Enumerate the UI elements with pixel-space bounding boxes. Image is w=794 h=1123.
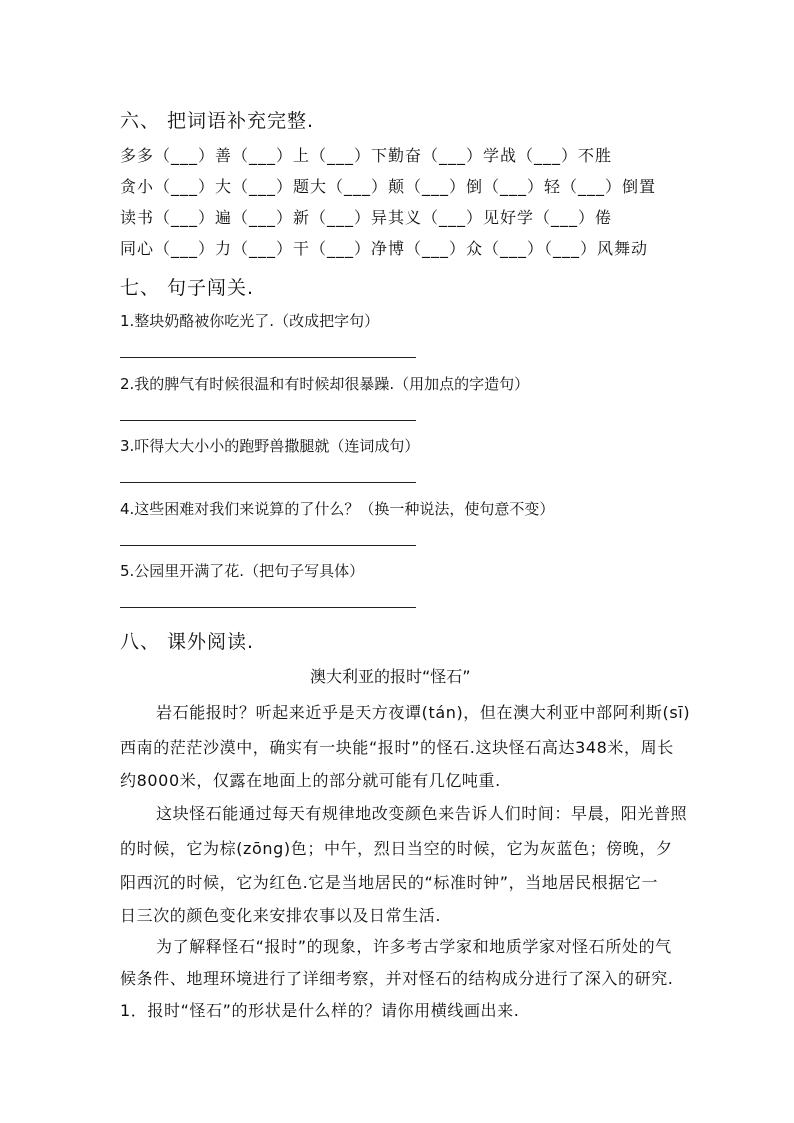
section-8-heading: 八、 课外阅读.	[120, 631, 255, 653]
question-4: 4.这些困难对我们来说算的了什么？（换一种说法，使句意不变）	[120, 500, 555, 518]
reading-line-8: 为了解释怪石“报时”的现象，许多考古学家和地质学家对怪石所处的气	[156, 937, 672, 956]
reading-line-7: 日三次的颜色变化来安排农事以及日常生活.	[120, 906, 442, 925]
reading-question-1: 1．报时“怪石”的形状是什么样的？请你用横线画出来.	[120, 1001, 520, 1020]
reading-line-1: 岩石能报时？听起来近乎是天方夜谭(tán)，但在澳大利亚中部阿利斯(sī)	[156, 703, 691, 722]
question-5: 5.公园里开满了花.（把句子写具体）	[120, 562, 365, 580]
fill-in-row-4: 同心（___）力（___）干（___）净博（___）众（___）（___）风舞动	[120, 239, 649, 258]
reading-line-2: 西南的茫茫沙漠中，确实有一块能“报时”的怪石.这块怪石高达348米，周长	[120, 738, 674, 757]
reading-line-5: 的时候，它为棕(zōng)色；中午，烈日当空的时候，它为灰蓝色；傍晚，夕	[120, 839, 673, 858]
answer-line-5[interactable]	[120, 607, 416, 608]
fill-in-row-1: 多多（___）善（___）上（___）下勤奋（___）学战（___）不胜	[120, 146, 613, 165]
reading-line-9: 候条件、地理环境进行了详细考察，并对怪石的结构成分进行了深入的研究.	[120, 969, 674, 988]
reading-line-4: 这块怪石能通过每天有规律地改变颜色来告诉人们时间：早晨，阳光普照	[156, 804, 688, 823]
fill-in-row-2: 贪小（___）大（___）题大（___）颠（___）倒（___）轻（___）倒置	[120, 177, 657, 196]
section-7-heading: 七、 句子闯关.	[120, 277, 255, 299]
answer-line-3[interactable]	[120, 482, 416, 483]
reading-title: 澳大利亚的报时“怪石”	[310, 667, 471, 686]
question-2: 2.我的脾气有时候很温和有时候却很暴躁.（用加点的字造句）	[120, 375, 530, 393]
question-1: 1.整块奶酪被你吃光了.（改成把字句）	[120, 312, 380, 330]
fill-in-row-3: 读书（___）遍（___）新（___）异其义（___）见好学（___）倦	[120, 208, 613, 227]
reading-line-3: 约8000米，仅露在地面上的部分就可能有几亿吨重.	[120, 771, 501, 790]
answer-line-1[interactable]	[120, 357, 416, 358]
reading-line-6: 阳西沉的时候，它为红色.它是当地居民的“标准时钟”，当地居民根据它一	[120, 873, 659, 892]
section-6-heading: 六、 把词语补充完整.	[120, 110, 315, 132]
answer-line-2[interactable]	[120, 420, 416, 421]
answer-line-4[interactable]	[120, 545, 416, 546]
question-3: 3.吓得大大小小的跑野兽撒腿就（连词成句）	[120, 437, 420, 455]
